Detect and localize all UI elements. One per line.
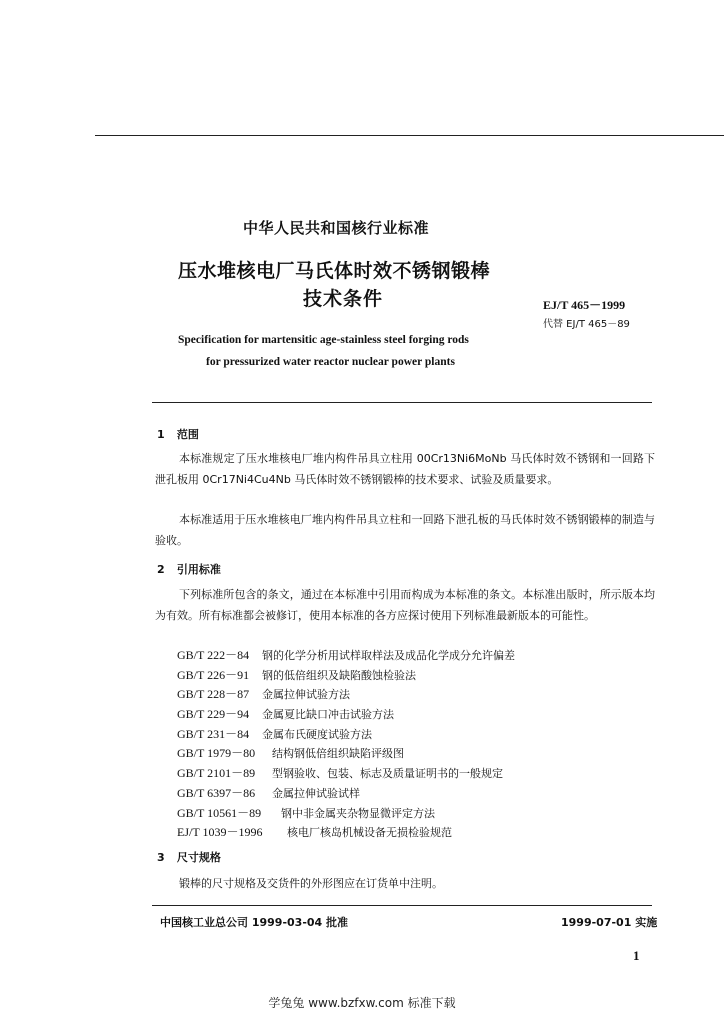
reference-item: GB/T 6397－86 金属拉伸试验试样	[177, 785, 360, 800]
english-title-line-2: for pressurized water reactor nuclear power plants	[206, 356, 455, 368]
implementation-date: 1999-07-01 实施	[561, 916, 658, 929]
section-number: 3	[157, 851, 165, 864]
reference-item: GB/T 2101－89 型钢验收、包装、标志及质量证明书的一般规定	[177, 766, 503, 781]
header-rule	[152, 402, 652, 403]
section-number: 1	[157, 428, 165, 441]
title-line-2: 技术条件	[303, 288, 384, 310]
standard-code: EJ/T 465－1999	[543, 298, 626, 312]
top-rule	[95, 135, 724, 136]
section-1-paragraph-2: 本标准适用于压水堆核电厂堆内构件吊具立柱和一回路下泄孔板的马氏体时效不锈钢锻棒的制造与验收。	[155, 513, 655, 547]
watermark-footer: 学兔兔 www.bzfxw.com 标准下载	[268, 996, 456, 1010]
section-3-paragraph-1: 锻棒的尺寸规格及交货件的外形图应在订货单中注明。	[179, 877, 443, 890]
section-title: 引用标准	[176, 563, 221, 576]
section-1-heading	[157, 426, 199, 442]
reference-item: GB/T 1979－80 结构钢低倍组织缺陷评级图	[177, 746, 404, 761]
reference-item: GB/T 10561－89 钢中非金属夹杂物显微评定方法	[177, 805, 435, 820]
section-title: 范围	[176, 428, 199, 441]
page-number: 1	[633, 948, 640, 963]
bottom-rule	[152, 905, 652, 906]
section-1-paragraph-1: 本标准规定了压水堆核电厂堆内构件吊具立柱用 00Cr13Ni6MoNb 马氏体时效不锈钢和一回路下泄孔板用 0Cr17Ni4Cu4Nb 马氏体时效不锈钢锻棒的技术要求、试验及质量要求。	[155, 452, 655, 486]
section-title: 尺寸规格	[176, 851, 221, 864]
section-2-heading	[157, 561, 221, 577]
replaces-code: 代替 EJ/T 465－89	[543, 319, 630, 330]
reference-list	[177, 646, 515, 843]
reference-item: GB/T 226－91 钢的低倍组织及缺陷酸蚀检验法	[177, 667, 416, 682]
reference-item: GB/T 222－84 钢的化学分析用试样取样法及成品化学成分允许偏差	[177, 648, 515, 662]
reference-item: GB/T 229－94 金属夏比缺口冲击试验方法	[177, 707, 394, 722]
reference-item: GB/T 231－84 金属布氏硬度试验方法	[177, 726, 372, 741]
section-number: 2	[157, 563, 165, 576]
approval-line: 中国核工业总公司 1999-03-04 批准	[160, 916, 349, 929]
section-3-heading	[157, 849, 221, 865]
reference-item: GB/T 228－87 金属拉伸试验方法	[177, 687, 350, 702]
title-line-1: 压水堆核电厂马氏体时效不锈钢锻棒	[178, 260, 491, 282]
english-title-line-1: Specification for martensitic age-stainless steel forging rods	[178, 334, 469, 346]
section-2-paragraph-1: 下列标准所包含的条文，通过在本标准中引用而构成为本标准的条文。本标准出版时，所示版本均为有效。所有标准都会被修订，使用本标准的各方应探讨使用下列标准最新版本的可能性。	[155, 588, 655, 622]
reference-item: EJ/T 1039－1996 核电厂核岛机械设备无损检验规范	[177, 825, 452, 840]
standard-type: 中华人民共和国核行业标准	[243, 219, 430, 237]
